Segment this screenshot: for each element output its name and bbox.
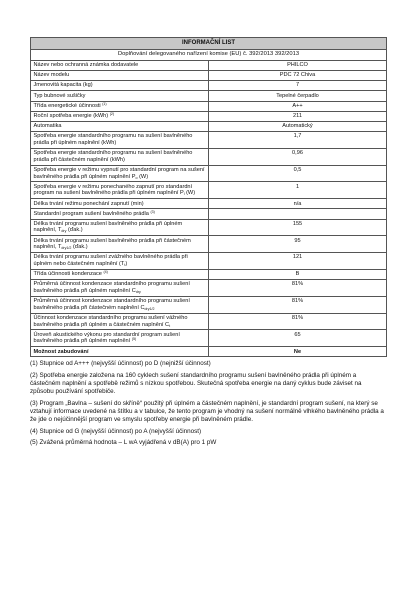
table-row <box>31 219 387 236</box>
table-row <box>31 347 387 357</box>
footnote: (5) Zvážená průměrná hodnota – L wA vyjádřená v dB(A) pro 1 pW <box>30 438 217 446</box>
row-value: 0,5 <box>209 165 387 182</box>
symbol-subscript: dry <box>135 290 141 295</box>
row-label-text: Možnost zabudování <box>33 348 89 355</box>
footnote: (2) Spotřeba energie založena na 160 cyklech sušení standardního programu sušení bavlněného prádla při úplném a částečném naplnění a spotřebě režimů s nízkou spotřebou. Skutečná spotřeba energie na daný cyklus bude záviset na způsobu používání spotřebiče. <box>30 371 362 396</box>
row-value: 121 <box>209 253 387 270</box>
row-value: 0,96 <box>209 148 387 165</box>
row-label-text: Jmenovitá kapacita (kg) <box>33 82 93 89</box>
footnote: (4) Stupnice od G (nejvyšší účinnost) po A (nejvyšší účinnost) <box>30 427 202 435</box>
row-value: 95 <box>209 236 387 253</box>
row-label <box>31 296 209 313</box>
row-value: 65 <box>209 330 387 347</box>
table-row <box>31 60 387 70</box>
row-value: 7 <box>209 81 387 91</box>
row-label-text: Roční spotřeba energie (kWh) <box>33 113 109 120</box>
table-row <box>31 269 387 279</box>
row-label-text: Průměrná účinnost kondenzace standardního programu sušení bavlněného prádla při úplném naplnění C <box>33 281 190 295</box>
row-value: 81% <box>209 296 387 313</box>
unit-suffix: (W) <box>184 190 196 197</box>
row-label <box>31 70 209 80</box>
row-value: B <box>209 269 387 279</box>
symbol-subscript: t <box>169 323 171 328</box>
row-value: 211 <box>209 111 387 121</box>
row-value: Tepelné čerpadlo <box>209 91 387 101</box>
row-label <box>31 132 209 149</box>
row-label-text: Spotřeba energie v režimu ponechaného zapnutí pro standardní program na sušení bavlněného prádla při úplném naplnění P <box>33 183 193 197</box>
spec-table <box>30 37 387 357</box>
footnote: (1) Stupnice od A+++ (nejvyšší účinnost) po D (nejnižší účinnost) <box>30 360 211 368</box>
row-value: 155 <box>209 219 387 236</box>
table-row <box>31 148 387 165</box>
row-value: PHILCO <box>209 60 387 70</box>
row-label-text: Spotřeba energie v režimu vypnutí pro standardní program na sušení bavlněného prádla při úplném naplnění P <box>33 166 205 180</box>
table-row <box>31 330 387 347</box>
row-label <box>31 199 209 209</box>
table-row <box>31 165 387 182</box>
symbol-subscript: o <box>135 175 138 180</box>
row-value: PDC 72 Chiva <box>209 70 387 80</box>
row-label-text: Název nebo ochranná známka dodavatele <box>33 62 139 69</box>
table-subtitle-row <box>31 49 387 60</box>
row-value: 1,7 <box>209 132 387 149</box>
symbol-subscript: l <box>183 192 185 197</box>
row-label <box>31 347 209 357</box>
row-label-text: Průměrná účinnost kondenzace standardního programu sušení bavlněného prádla při částečném naplnění C <box>33 298 190 311</box>
row-value: 81% <box>209 280 387 297</box>
row-label <box>31 280 209 297</box>
row-label-text: Délka trvání programu sušení bavlněného prádla při částečném naplnění, T <box>33 237 191 251</box>
row-label-text: Délka trvání programu sušení bavlněného prádla při úplném naplnění, T <box>33 220 183 234</box>
symbol-subscript: dry1/2 <box>61 246 72 251</box>
footnote: (3) Program „Bavlna – sušení do skříně“ použitý při úplném a částečném naplnění, je standardní program sušení, na který se vztahují informace uvedené na štítku a v tabulce, že tento program je vhodný na sušení normálně vlhkého bavlněného prádla a že jde o nejúčinnější program ve smyslu spotřeby energie při bavlněném prádle. <box>30 399 384 424</box>
row-label <box>31 253 209 270</box>
table-row <box>31 91 387 101</box>
unit-suffix: (W) <box>137 173 149 180</box>
row-label-text: Spotřeba energie standardního programu na sušení bavlněného prádla při úplném naplnění (kWh) <box>33 133 193 146</box>
footnote-ref: (2) <box>109 112 115 117</box>
row-label-text: Název modelu <box>33 72 70 79</box>
footnote-ref: (3) <box>150 209 155 214</box>
symbol-subscript: dry1/2 <box>144 306 155 311</box>
sheet-title: INFORMAČNÍ LIST <box>31 38 387 50</box>
table-row <box>31 101 387 111</box>
footnote-ref: (1) <box>102 101 107 106</box>
footnote-ref: (5) <box>131 337 137 342</box>
row-label-text: Délka trvání programu sušení zvážného bavlněného prádla při úplném nebo částečném naplnění (T <box>33 254 188 268</box>
row-value: Ne <box>209 347 387 357</box>
row-value: n/a <box>209 199 387 209</box>
row-label-text: Účinnost kondenzace standardního programu sušení vážného bavlněného prádla při úplném a částečném naplnění C <box>33 314 188 328</box>
row-label <box>31 101 209 111</box>
unit-suffix: (ďak.) <box>71 244 88 251</box>
footnotes <box>30 360 387 447</box>
symbol-subscript: t <box>124 263 126 268</box>
table-row <box>31 209 387 219</box>
footnote-ref: (4) <box>103 270 108 275</box>
table-row <box>31 182 387 199</box>
row-label <box>31 111 209 121</box>
row-label-text: Automatika <box>33 123 62 130</box>
row-label <box>31 182 209 199</box>
row-label <box>31 236 209 253</box>
table-row <box>31 280 387 297</box>
row-label <box>31 91 209 101</box>
row-label <box>31 209 209 219</box>
unit-suffix: (ďak.) <box>66 227 83 234</box>
row-label-text: Třída účinnosti kondenzace <box>33 271 102 278</box>
table-row <box>31 236 387 253</box>
table-row <box>31 81 387 91</box>
row-value: 1 <box>209 182 387 199</box>
table-row <box>31 296 387 313</box>
information-sheet <box>30 37 387 450</box>
row-value: 81% <box>209 313 387 330</box>
row-label-text: Spotřeba energie standardního programu na sušení bavlněného prádla při částečném naplnění (kWh) <box>33 150 193 163</box>
row-value: Automatický <box>209 121 387 131</box>
row-label <box>31 81 209 91</box>
row-value <box>209 209 387 219</box>
row-label <box>31 148 209 165</box>
row-label <box>31 313 209 330</box>
row-label <box>31 219 209 236</box>
table-row <box>31 253 387 270</box>
table-header-row <box>31 38 387 50</box>
row-label-text: Typ bubnové sušičky <box>33 92 86 99</box>
row-label-text: Standardní program sušení bavlněného prádla <box>33 210 149 217</box>
table-row <box>31 132 387 149</box>
table-row <box>31 121 387 131</box>
table-row <box>31 70 387 80</box>
row-label-text: Třída energetické účinnosti <box>33 102 101 109</box>
table-row <box>31 111 387 121</box>
row-label <box>31 121 209 131</box>
regulation-reference: Doplňování delegovaného nařízení komise (EU) č. 392/2013 392/2013 <box>31 49 387 60</box>
row-label-text: Úroveň akustického výkonu pro standardní program sušení bavlněného prádla při úplném naplnění <box>33 331 180 345</box>
table-row <box>31 199 387 209</box>
unit-suffix: ) <box>125 261 128 268</box>
table-row <box>31 313 387 330</box>
row-label <box>31 60 209 70</box>
row-label-text: Délka trvání režimu ponechání zapnutí (min) <box>33 200 144 207</box>
symbol-subscript: dry <box>61 229 67 234</box>
row-label <box>31 330 209 347</box>
row-value: A++ <box>209 101 387 111</box>
row-label <box>31 165 209 182</box>
row-label <box>31 269 209 279</box>
